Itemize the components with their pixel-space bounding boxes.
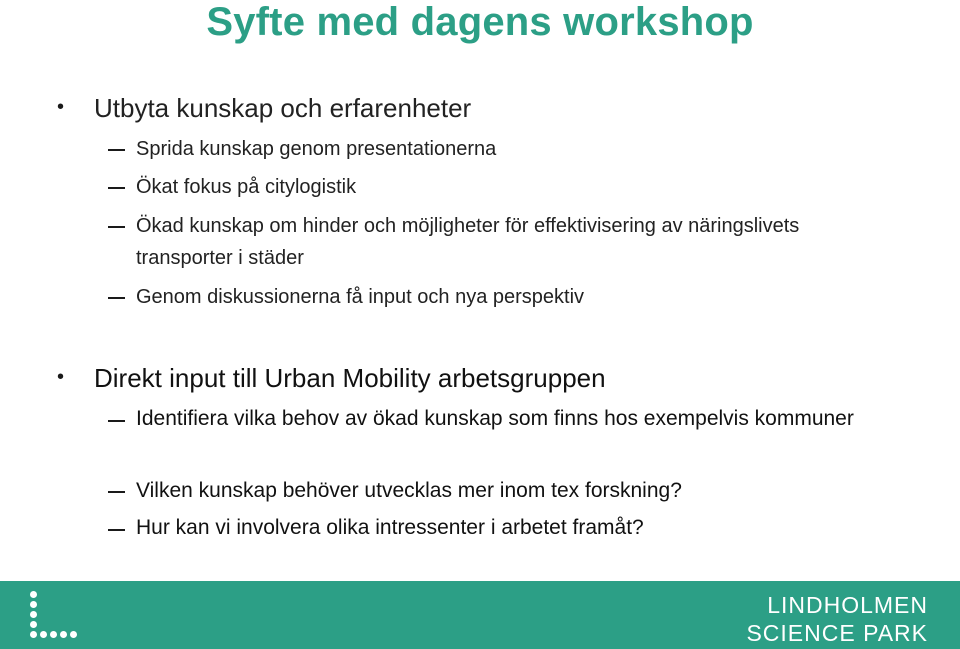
list-item: Vilken kunskap behöver utvecklas mer inom tex forskning? (136, 479, 682, 502)
section-heading: Utbyta kunskap och erfarenheter (94, 93, 472, 123)
slide-title: Syfte med dagens workshop (206, 0, 754, 44)
list-item: Hur kan vi involvera olika intressenter i arbetet framåt? (136, 516, 644, 539)
dash-marker (108, 187, 125, 189)
dash-marker (108, 420, 125, 422)
bullet-marker: • (57, 366, 65, 388)
bullet-marker: • (57, 96, 65, 118)
list-item: Genom diskussionerna få input och nya perspektiv (136, 286, 585, 308)
brand-line-1: LINDHOLMEN (767, 592, 928, 618)
dash-marker (108, 226, 125, 228)
list-item: Identifiera vilka behov av ökad kunskap som finns hos exempelvis kommuner (136, 407, 854, 430)
list-item: Ökad kunskap om hinder och möjligheter för effektivisering av näringslivets transporter i städer (136, 215, 800, 269)
brand-line-2: SCIENCE PARK (746, 620, 928, 646)
dash-marker (108, 297, 125, 299)
dash-marker (108, 529, 125, 531)
section-heading: Direkt input till Urban Mobility arbetsgruppen (94, 363, 606, 393)
brand-wordmark (746, 591, 928, 647)
dash-marker (108, 491, 125, 493)
footer-bar (0, 581, 960, 649)
list-item: Ökat fokus på citylogistik (136, 176, 357, 198)
dash-marker (108, 149, 125, 151)
lindholmen-logo-icon (28, 589, 98, 645)
list-item: Sprida kunskap genom presentationerna (136, 138, 497, 160)
